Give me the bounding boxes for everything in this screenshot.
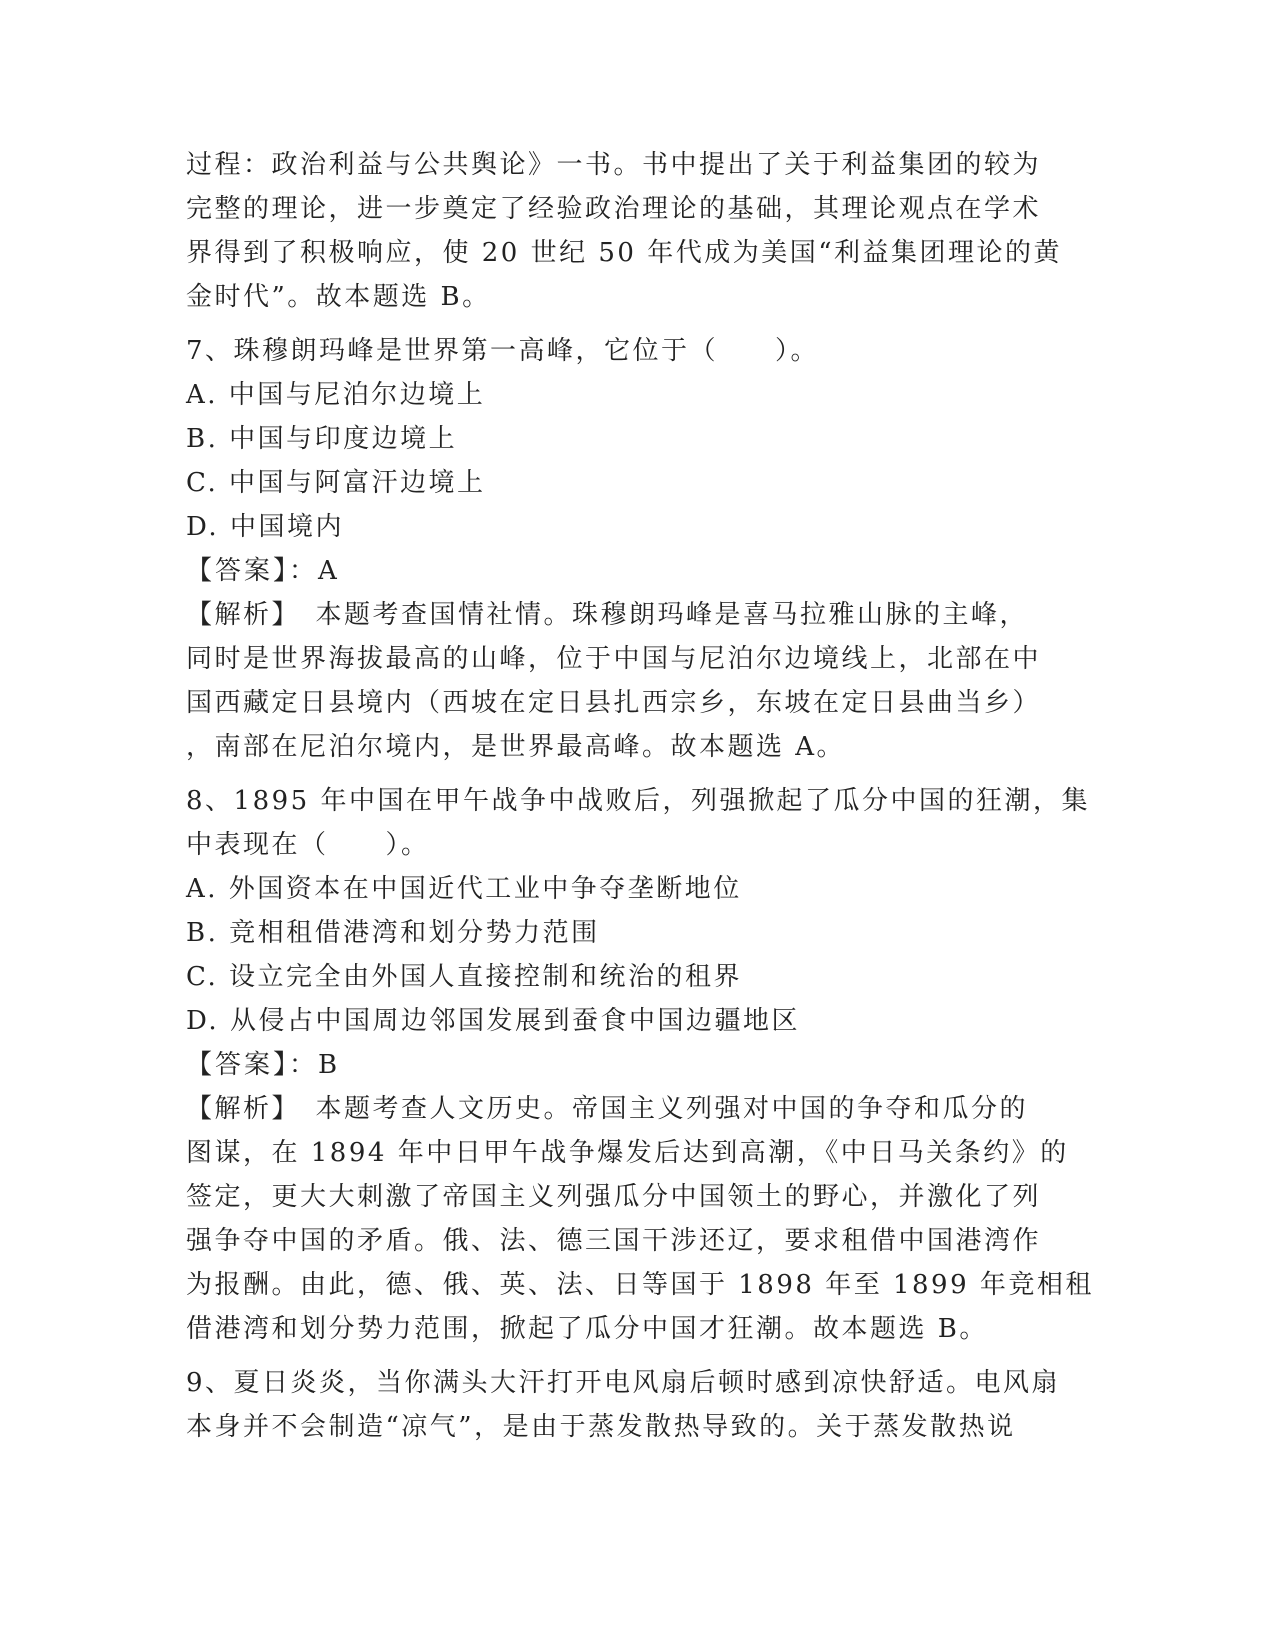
answer-label: 【答案】：B (186, 1050, 341, 1080)
option-a: A. 外国资本在中国近代工业中争夺垄断地位 (186, 874, 742, 904)
analysis-line: 【解析】 本题考查人文历史。帝国主义列强对中国的争夺和瓜分的 (186, 1094, 1029, 1124)
question-stem: 8、1895 年中国在甲午战争中战败后，列强掀起了瓜分中国的狂潮，集 (186, 786, 1090, 816)
analysis-line: 【解析】 本题考查国情社情。珠穆朗玛峰是喜马拉雅山脉的主峰， (186, 600, 1029, 630)
question-stem: 9、夏日炎炎，当你满头大汗打开电风扇后顿时感到凉快舒适。电风扇 (186, 1368, 1061, 1398)
text-line: 过程：政治利益与公共舆论》一书。书中提出了关于利益集团的较为 (186, 150, 1042, 180)
analysis-line: 图谋，在 1894 年中日甲午战争爆发后达到高潮，《中日马关条约》的 (186, 1138, 1069, 1168)
question-stem: 本身并不会制造“凉气”，是由于蒸发散热导致的。关于蒸发散热说 (186, 1412, 1016, 1442)
option-b: B. 竞相租借港湾和划分势力范围 (186, 918, 600, 948)
text-line: 界得到了积极响应，使 20 世纪 50 年代成为美国“利益集团理论的黄 (186, 238, 1063, 268)
prev-explanation (186, 143, 1086, 319)
option-d: D. 从侵占中国周边邻国发展到蚕食中国边疆地区 (186, 1006, 800, 1036)
question-9 (186, 1361, 1086, 1449)
option-d: D. 中国境内 (186, 512, 344, 542)
analysis-line: 强争夺中国的矛盾。俄、法、德三国干涉还辽，要求租借中国港湾作 (186, 1226, 1042, 1256)
question-stem: 7、珠穆朗玛峰是世界第一高峰，它位于（ ）。 (186, 336, 820, 366)
spacer (186, 319, 1086, 329)
text-line: 完整的理论，进一步奠定了经验政治理论的基础，其理论观点在学术 (186, 194, 1042, 224)
analysis-line: 为报酬。由此，德、俄、英、法、日等国于 1898 年至 1899 年竞相租 (186, 1270, 1094, 1300)
question-7 (186, 329, 1086, 769)
analysis-line: 签定，更大大刺激了帝国主义列强瓜分中国领土的野心，并激化了列 (186, 1182, 1042, 1212)
page-content (186, 143, 1094, 1449)
option-c: C. 设立完全由外国人直接控制和统治的租界 (186, 962, 742, 992)
analysis-line: 同时是世界海拔最高的山峰，位于中国与尼泊尔边境线上，北部在中 (186, 644, 1042, 674)
question-8 (186, 779, 1094, 1351)
analysis-line: 借港湾和划分势力范围，掀起了瓜分中国才狂潮。故本题选 B。 (186, 1314, 988, 1344)
spacer (186, 769, 1086, 779)
text-line: 金时代”。故本题选 B。 (186, 282, 491, 312)
option-a: A. 中国与尼泊尔边境上 (186, 380, 486, 410)
answer-label: 【答案】：A (186, 556, 340, 586)
option-c: C. 中国与阿富汗边境上 (186, 468, 486, 498)
option-b: B. 中国与印度边境上 (186, 424, 458, 454)
analysis-line: ，南部在尼泊尔境内，是世界最高峰。故本题选 A。 (186, 732, 846, 762)
analysis-line: 国西藏定日县境内（西坡在定日县扎西宗乡，东坡在定日县曲当乡） (186, 688, 1042, 718)
spacer (186, 1351, 1086, 1361)
question-stem: 中表现在（ ）。 (186, 830, 430, 860)
